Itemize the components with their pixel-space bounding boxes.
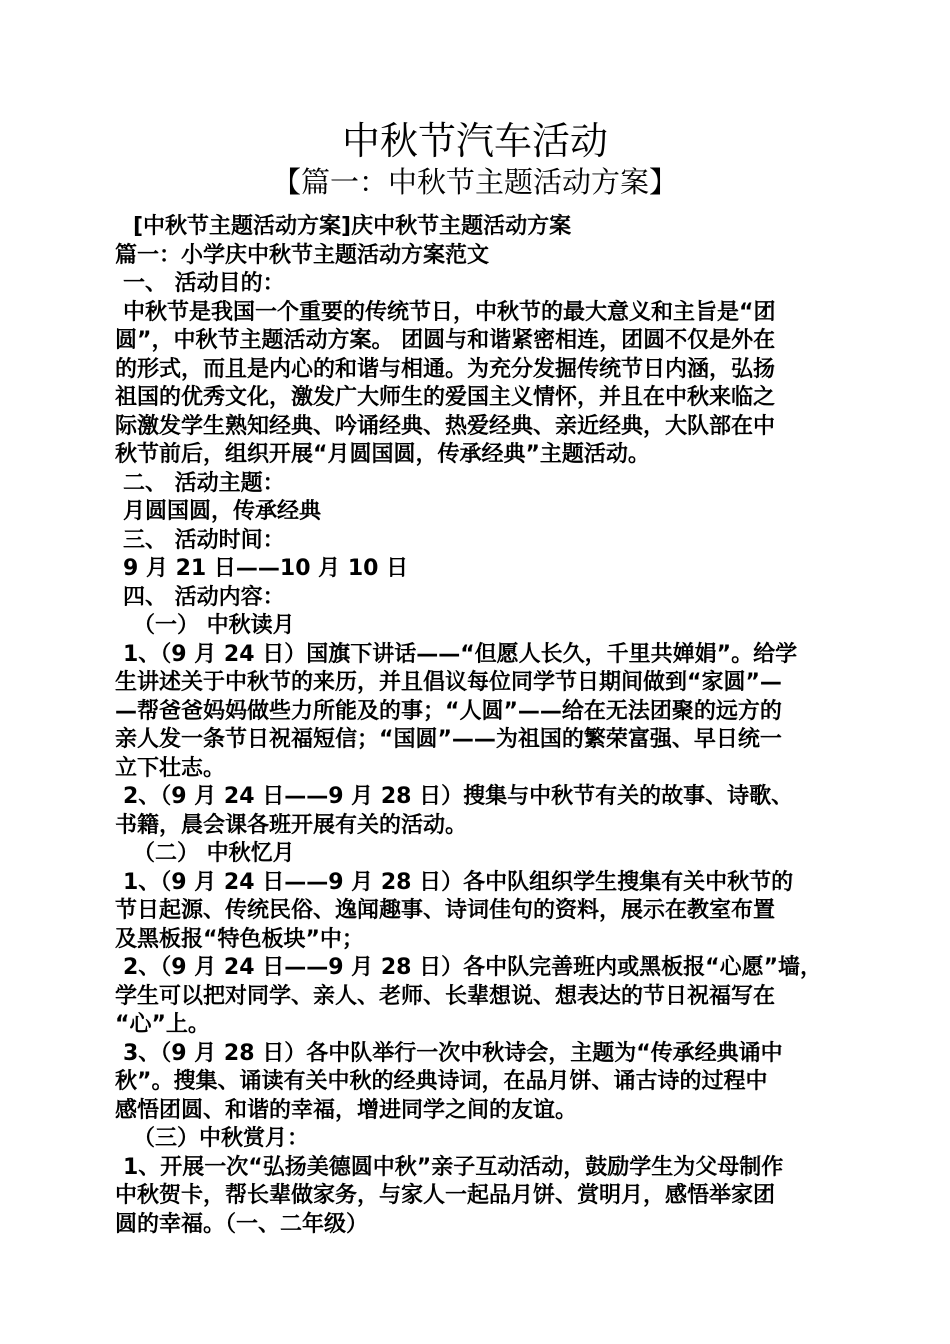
document-subtitle: 【篇一：中秋节主题活动方案】 — [271, 165, 678, 199]
paragraph-line: 圆的幸福。（一、二年级） — [115, 1211, 369, 1237]
paragraph-line: 9 月 21 日——10 月 10 日 — [123, 556, 409, 581]
paragraph-line: 及黑板报“特色板块”中； — [115, 926, 364, 952]
paragraph-line: 2、（9 月 24 日——9 月 28 日）各中队完善班内或黑板报“心愿”墙， — [123, 955, 823, 980]
section-heading: 三、 活动时间： — [123, 527, 285, 553]
paragraph-line: 的形式，而且是内心的和谐与相通。为充分发掘传统节日内涵，弘扬 — [115, 356, 776, 382]
paragraph-line: 中秋节是我国一个重要的传统节日，中秋节的最大意义和主旨是“团 — [123, 299, 776, 325]
paragraph-line: 秋节前后，组织开展“月圆国圆，传承经典”主题活动。 — [115, 442, 650, 467]
subsection-heading: （三）中秋赏月： — [133, 1126, 310, 1151]
document-body — [115, 213, 837, 1239]
paragraph-line: 书籍，晨会课各班开展有关的活动。 — [115, 812, 468, 838]
paragraph-line: 感悟团圆、和谐的幸福，增进同学之间的友谊。 — [115, 1097, 578, 1123]
paragraph-line: 学生可以把对同学、亲人、老师、长辈想说、想表达的节日祝福写在 — [115, 983, 776, 1009]
paragraph-line: 祖国的优秀文化，激发广大师生的爱国主义情怀，并且在中秋来临之 — [115, 385, 776, 410]
paragraph-line: 立下壮志。 — [115, 755, 226, 781]
paragraph-line: 节日起源、传统民俗、逸闻趣事、诗词佳句的资料，展示在教室布置 — [115, 898, 776, 923]
paragraph-line: 月圆国圆，传承经典 — [123, 499, 322, 524]
paragraph-line: 中秋贺卡，帮长辈做家务，与家人一起品月饼、赏明月，感悟举家团 — [115, 1183, 776, 1208]
paragraph-line: 1、开展一次“弘扬美德圆中秋”亲子互动活动，鼓励学生为父母制作 — [123, 1154, 784, 1180]
subsection-heading: （一） 中秋读月 — [133, 613, 295, 638]
paragraph-line: 际激发学生熟知经典、吟诵经典、热爱经典、亲近经典，大队部在中 — [115, 413, 776, 439]
section-heading: 一、 活动目的： — [123, 271, 285, 296]
paragraph-line: 秋”。搜集、诵读有关中秋的经典诗词，在品月饼、诵古诗的过程中 — [115, 1069, 768, 1094]
section-heading: 四、 活动内容： — [123, 584, 285, 610]
document-title: 中秋节汽车活动 — [341, 119, 608, 163]
paragraph-line: 圆”，中秋节主题活动方案。 团圆与和谐紧密相连，团圆不仅是外在 — [115, 328, 776, 353]
heading-line: [中秋节主题活动方案]庆中秋节主题活动方案 — [133, 214, 572, 239]
paragraph-line: 2、（9 月 24 日——9 月 28 日）搜集与中秋节有关的故事、诗歌、 — [123, 784, 794, 809]
paragraph-line: —帮爸爸妈妈做些力所能及的事；“人圆”——给在无法团聚的远方的 — [115, 698, 782, 724]
paragraph-line: “心”上。 — [115, 1012, 210, 1037]
subsection-heading: （二） 中秋忆月 — [133, 841, 295, 866]
paragraph-line: 1、（9 月 24 日）国旗下讲话——“但愿人长久，千里共婵娟”。给学 — [123, 641, 798, 667]
paragraph-line: 亲人发一条节日祝福短信；“国圆”——为祖国的繁荣富强、早日统一 — [115, 727, 782, 752]
paragraph-line: 3、（9 月 28 日）各中队举行一次中秋诗会，主题为“传承经典诵中 — [123, 1040, 783, 1066]
paragraph-line: 生讲述关于中秋节的来历，并且倡议每位同学节日期间做到“家圆”— — [115, 670, 782, 695]
heading-line: 篇一：小学庆中秋节主题活动方案范文 — [115, 242, 490, 268]
paragraph-line: 1、（9 月 24 日——9 月 28 日）各中队组织学生搜集有关中秋节的 — [123, 869, 794, 895]
section-heading: 二、 活动主题： — [123, 470, 285, 496]
